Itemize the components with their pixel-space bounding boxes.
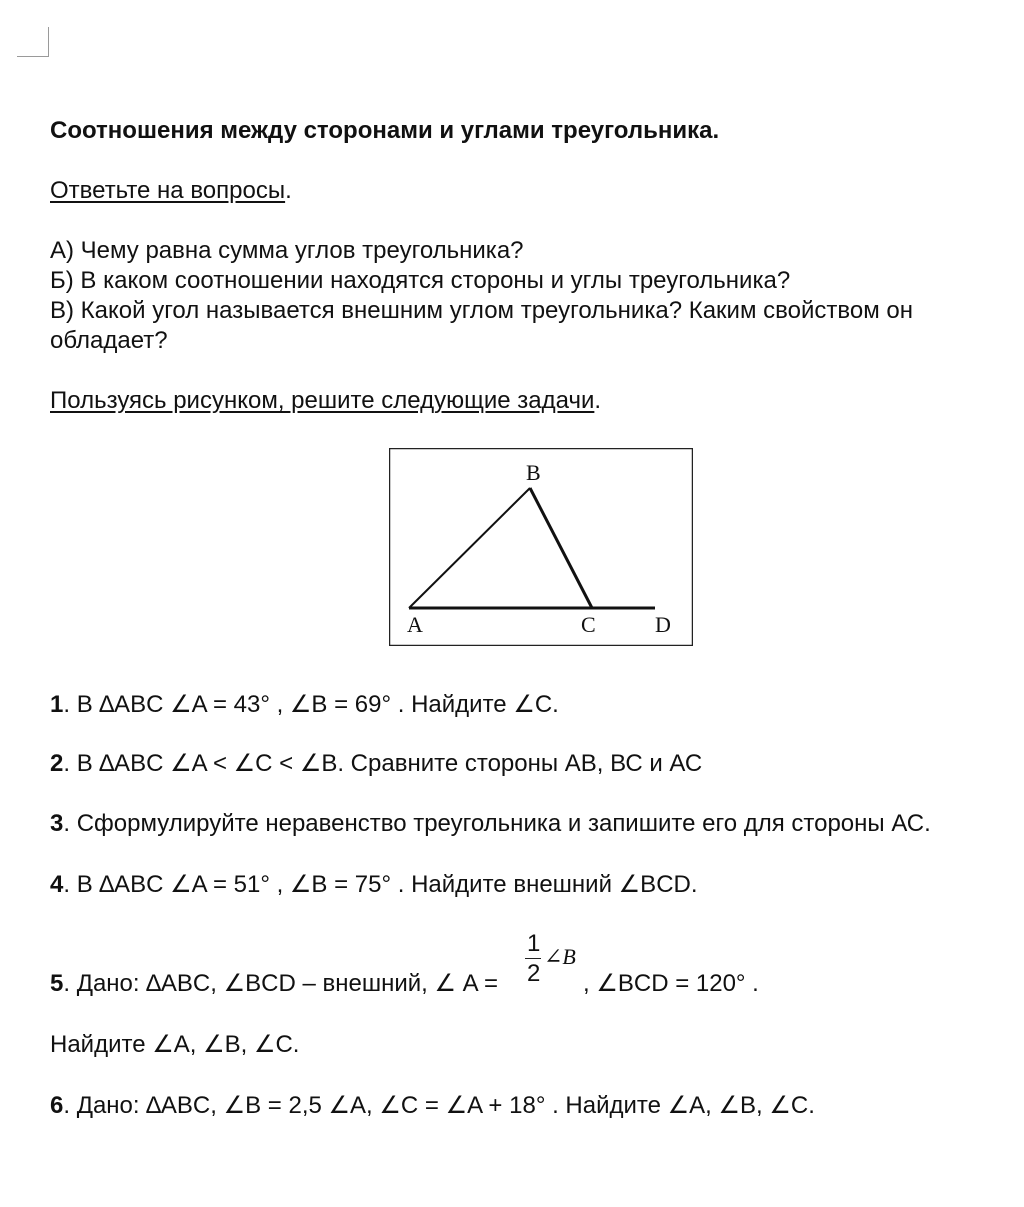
answer-questions-heading: Ответьте на вопросы. (50, 177, 292, 204)
task-6: 6. Дано: ∆ABC, ∠B = 2,5 ∠A, ∠C = ∠A + 18° . Найдите ∠A, ∠B, ∠C. (50, 1092, 815, 1119)
triangle-figure (389, 448, 693, 646)
task-5-find: Найдите ∠A, ∠B, ∠C. (50, 1031, 300, 1058)
task-5-continued: , ∠BCD = 120° . (583, 970, 759, 997)
label-d: D (655, 612, 671, 637)
label-c: C (581, 612, 596, 637)
task-2: 2. В ∆ABC ∠A < ∠C < ∠B. Сравните стороны АВ, ВС и АС (50, 750, 703, 777)
fraction-angle: ∠B (544, 944, 576, 969)
fraction-denominator: 2 (527, 960, 541, 987)
task-5: 5. Дано: ∆ABC, ∠BCD – внешний, ∠ A = (50, 970, 499, 997)
page-title: Соотношения между сторонами и углами треугольника. (50, 117, 720, 144)
task-5-fraction (522, 930, 584, 992)
label-a: A (407, 612, 423, 637)
fraction-numerator: 1 (527, 930, 541, 957)
fraction-bar (525, 958, 541, 959)
question-b: Б) В каком соотношении находятся стороны и углы треугольника? (50, 267, 791, 294)
page-corner-mark (17, 27, 49, 57)
task-1: 1. В ∆ABC ∠A = 43° , ∠B = 69° . Найдите ∠C. (50, 691, 559, 718)
figure-frame (390, 449, 693, 646)
question-v-continuation: обладает? (50, 327, 168, 354)
task-3: 3. Сформулируйте неравенство треугольника и запишите его для стороны АС. (50, 810, 931, 837)
question-v: В) Какой угол называется внешним углом треугольника? Каким свойством он (50, 297, 913, 324)
task-4: 4. В ∆ABC ∠A = 51° , ∠B = 75° . Найдите внешний ∠BCD. (50, 871, 698, 898)
label-b: B (526, 460, 541, 485)
question-a: А) Чему равна сумма углов треугольника? (50, 237, 524, 264)
use-figure-heading: Пользуясь рисунком, решите следующие задачи. (50, 387, 602, 414)
